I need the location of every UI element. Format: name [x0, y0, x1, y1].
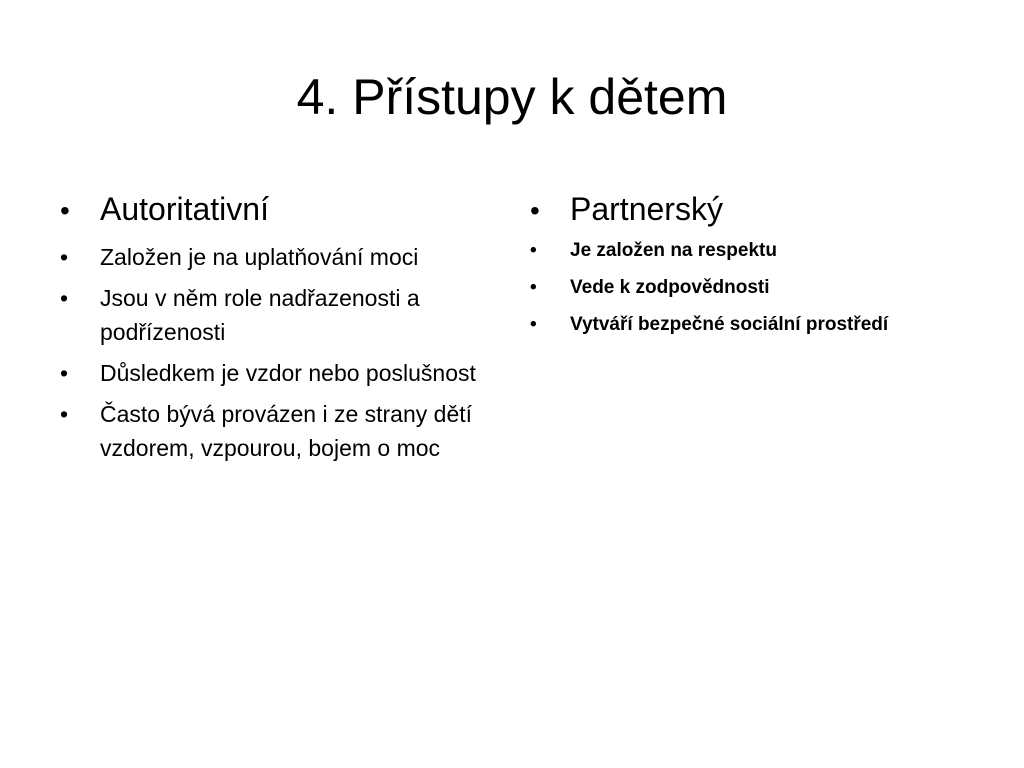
right-list	[530, 236, 990, 340]
right-heading-text: Partnerský	[570, 191, 723, 227]
list-item-text: Jsou v něm role nadřazenosti a podřízenosti	[100, 285, 420, 345]
bullet-icon: •	[530, 277, 537, 298]
list-item	[60, 240, 500, 274]
list-item	[60, 281, 500, 349]
bullet-icon: •	[60, 244, 69, 270]
bullet-icon: •	[530, 240, 537, 261]
left-list	[60, 240, 500, 465]
list-item	[530, 273, 990, 303]
left-heading	[60, 188, 500, 232]
slide-title: 4. Přístupy k dětem	[296, 69, 728, 125]
right-column	[530, 188, 990, 347]
list-item-text: Důsledkem je vzdor nebo poslušnost	[100, 360, 476, 386]
bullet-icon: •	[60, 401, 69, 427]
bullet-icon: •	[60, 195, 70, 226]
list-item	[60, 356, 500, 390]
list-item-text: Vytváří bezpečné sociální prostředí	[570, 314, 889, 335]
left-column	[60, 188, 500, 472]
bullet-icon: •	[60, 285, 69, 311]
bullet-icon: •	[530, 314, 537, 335]
list-item	[530, 310, 990, 340]
bullet-icon: •	[530, 195, 540, 226]
left-heading-text: Autoritativní	[100, 191, 269, 227]
right-heading	[530, 188, 990, 232]
list-item	[60, 397, 500, 465]
list-item-text: Založen je na uplatňování moci	[100, 244, 419, 270]
list-item	[530, 236, 990, 266]
list-item-text: Často bývá provázen i ze strany dětí vzdorem, vzpourou, bojem o moc	[100, 401, 473, 461]
list-item-text: Vede k zodpovědnosti	[570, 277, 770, 298]
bullet-icon: •	[60, 360, 69, 386]
list-item-text: Je založen na respektu	[570, 240, 777, 261]
